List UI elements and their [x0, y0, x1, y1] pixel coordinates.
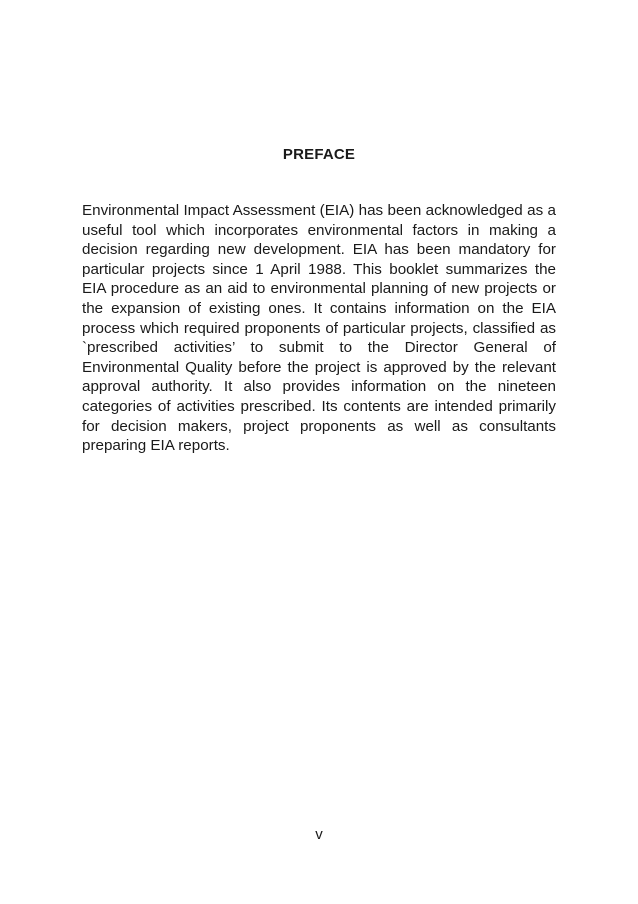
page-title: PREFACE [282, 146, 356, 163]
preface-paragraph: Environmental Impact Assessment (EIA) has been acknowledged as a useful tool which incorporates environmental factors in making a decision regarding new development. EIA has been mandatory for particular projects since 1 April 1988. This booklet summarizes the EIA procedure as an aid to environmental planning of new projects or the expansion of existing ones. It contains information on the EIA process which required proponents of particular projects, classified as `prescribed activities’ to submit to the Director General of Environmental Quality before the project is approved by the relevant approval authority. It also provides information on the nineteen categories of activities prescribed. Its contents are intended primarily for decision makers, project proponents as well as consultants preparing EIA reports. [82, 202, 556, 455]
page-number: v [315, 826, 323, 843]
